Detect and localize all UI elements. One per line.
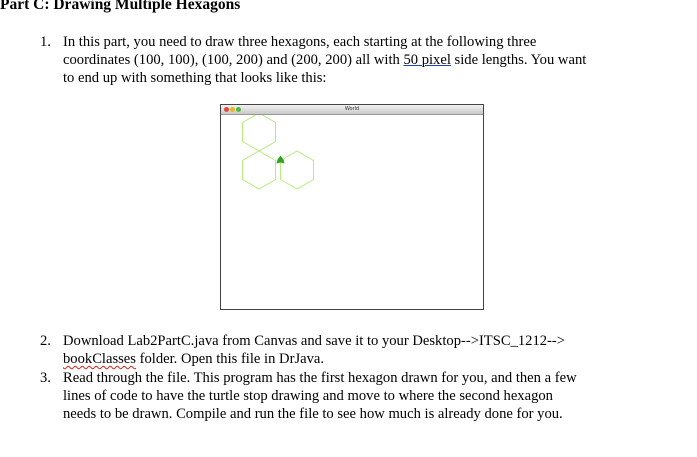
list-item-2 [40, 332, 680, 368]
window-title: World [344, 106, 360, 112]
text-line: needs to be drawn. Compile and run the file to see how much is already done for you. [63, 406, 563, 422]
text-line: In this part, you need to draw three hexagons, each starting at the following three [63, 34, 537, 50]
window-titlebar [221, 105, 483, 115]
text-line: Read through the file. This program has the first hexagon drawn for you, and then a few [63, 370, 577, 386]
spellcheck-word: bookClasses [63, 351, 136, 367]
text-fragment: folder. Open this file in DrJava. [135, 351, 325, 367]
world-window [220, 104, 484, 310]
turtle-icon [277, 156, 285, 164]
text-line [63, 350, 673, 368]
text-fragment: side lengths. You want [450, 52, 587, 68]
list-number: 1. [40, 34, 51, 50]
list-item-text [63, 369, 673, 423]
hexagon-3 [281, 151, 314, 189]
list-item-text [63, 33, 673, 87]
side-length-link: 50 pixel [403, 52, 451, 68]
list-item-1 [40, 33, 680, 87]
list-item-3 [40, 369, 680, 423]
turtle-canvas [221, 115, 483, 309]
text-line: lines of code to have the turtle stop drawing and move to where the second hexagon [63, 388, 553, 404]
text-fragment: coordinates (100, 100), (100, 200) and (200, 200) all with [63, 52, 404, 68]
list-number: 3. [40, 370, 51, 386]
text-line: to end up with something that looks like this: [63, 70, 327, 86]
text-line: Download Lab2PartC.java from Canvas and save it to your Desktop-->ITSC_1212--> [63, 333, 566, 349]
list-item-text [63, 332, 673, 368]
hexagon-1 [243, 115, 276, 151]
hexagon-2 [243, 151, 276, 189]
text-line [63, 51, 673, 69]
list-number: 2. [40, 333, 51, 349]
section-heading: Part C: Drawing Multiple Hexagons [0, 0, 241, 13]
